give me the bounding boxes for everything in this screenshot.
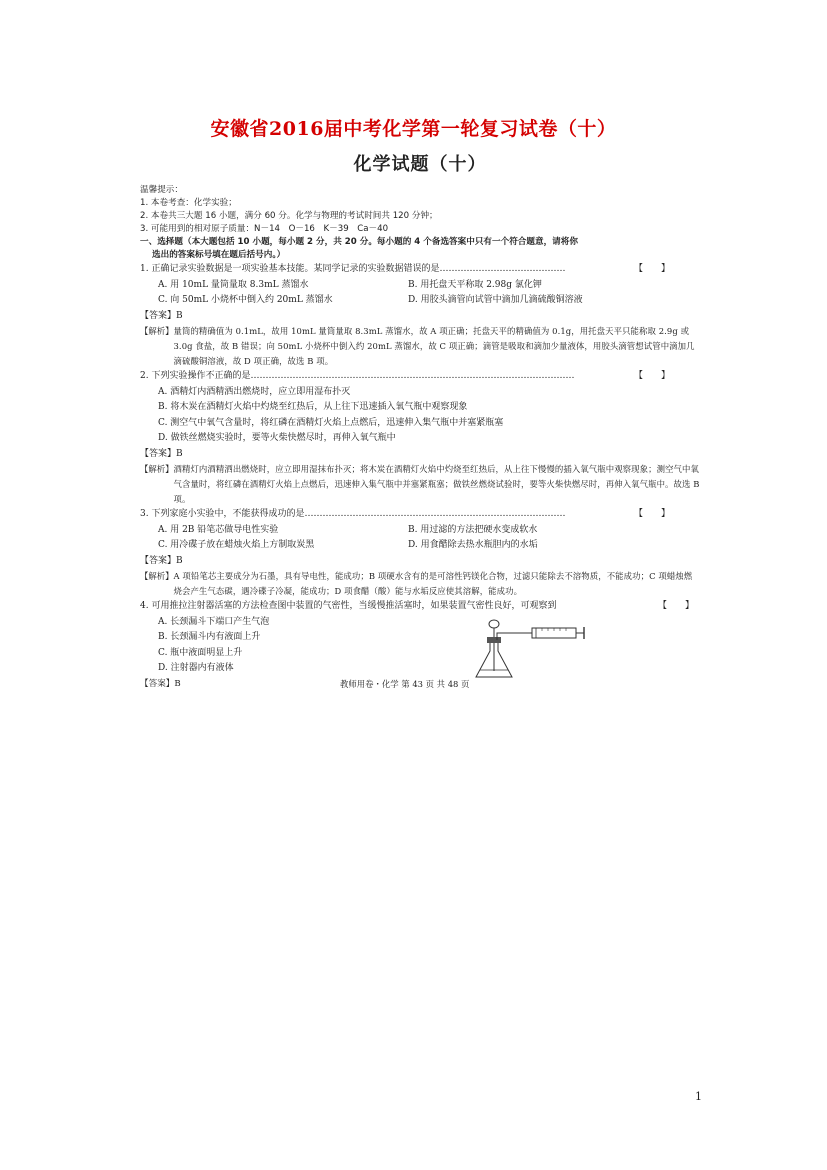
answer-bracket: 【 】 [633, 509, 670, 519]
option-d: D. 做铁丝燃烧实验时，要等火柴快燃尽时，再伸入氧气瓶中 [158, 433, 396, 443]
option-c: C. 瓶中液面明显上升 [158, 647, 243, 658]
scanned-exam-image [140, 150, 700, 691]
option-b: B. 将木炭在酒精灯火焰中灼烧至红热后，从上往下迅速插入氧气瓶中观察现象 [158, 402, 468, 412]
question-4-body [140, 615, 700, 677]
question-3-explanation: 【解析】 A 项铅笔芯主要成分为石墨，具有导电性，能成功；B 项硬水含有的是可溶性钙镁化合物，过滤只能除去不溶物质，不能成功；C 项蜡烛燃烧会产生气态碳，遇冷碟子冷凝，能成功；D 项食醋（酸）能与水垢反应使其溶解，能成功。 [140, 571, 693, 596]
question-1-stem: 1. 正确记录实验数据是一项实验基本技能。某同学记录的实验数据错误的是…………………………………… 【 】 [140, 262, 700, 278]
page-number: 1 [695, 1090, 702, 1103]
question-3-options [140, 523, 700, 554]
question-3-answer: 【答案】B [140, 555, 183, 566]
option-d: D. 用胶头滴管向试管中滴加几滴硫酸铜溶液 [408, 295, 583, 305]
question-4-answer-row [140, 677, 700, 691]
tip-3: 3. 可能用到的相对原子质量：N－14 O－16 K－39 Ca－40 [140, 224, 389, 234]
scan-footer: 教师用卷・化学 第 43 页 共 48 页 [340, 678, 470, 689]
question-3-stem: 3. 下列家庭小实验中，不能获得成功的是…………………………………………………………………………… 【 】 [140, 507, 700, 523]
section-heading [140, 236, 700, 262]
answer-bracket: 【 】 [657, 601, 694, 611]
option-a: A. 用 2B 铅笔芯做导电性实验 [158, 524, 279, 535]
question-2-explanation: 【解析】 酒精灯内酒精洒出燃烧时，应立即用湿抹布扑灭；将木炭在酒精灯火焰中灼烧至红热后，从上往下慢慢的插入氧气瓶中观察现象；测空气中氧气含量时，将红磷在酒精灯火焰上点燃后，迅速伸入集气瓶中并塞紧瓶塞；做铁丝燃烧试验时，要等火柴快燃尽时，再伸入氧气瓶中。故选 B 项。 [140, 464, 700, 504]
option-c: C. 向 50mL 小烧杯中倒入约 20mL 蒸馏水 [158, 295, 333, 305]
question-4-answer: 【答案】B [140, 678, 181, 689]
answer-bracket: 【 】 [633, 264, 670, 274]
question-4-stem: 4. 可用推拉注射器活塞的方法检查图中装置的气密性，当缓慢推活塞时，如果装置气密性良好，可观察到 【 】 [140, 599, 700, 615]
option-b: B. 用过滤的方法把硬水变成软水 [408, 524, 538, 535]
tip-1: 1. 本卷考查：化学实验； [140, 198, 237, 208]
option-b: B. 长颈漏斗内有液面上升 [158, 632, 261, 642]
question-4-options [140, 615, 700, 677]
option-d: D. 注射器内有液体 [158, 663, 234, 673]
question-2-options [140, 385, 700, 447]
section-heading-line-1: 一、选择题（本大题包括 10 小题，每小题 2 分，共 20 分。每小题的 4 个备选答案中只有一个符合题意，请将你 [140, 237, 578, 247]
question-1-answer: 【答案】B [140, 310, 183, 321]
tip-2: 2. 本卷共三大题 16 小题，满分 60 分。化学与物理的考试时间共 120 分钟； [140, 211, 438, 221]
option-c: C. 测空气中氧气含量时，将红磷在酒精灯火焰上点燃后，迅速伸入集气瓶中并塞紧瓶塞 [158, 417, 504, 428]
document-title: 安徽省2016届中考化学第一轮复习试卷（十） [210, 118, 617, 140]
exam-title: 化学试题（十） [353, 154, 487, 175]
option-d: D. 用食醋除去热水瓶胆内的水垢 [408, 540, 538, 550]
question-1-options [140, 278, 700, 309]
tips-heading: 温馨提示： [140, 185, 183, 195]
question-2-stem: 2. 下列实验操作不正确的是……………………………………………………………………………………………… 【 】 [140, 369, 700, 385]
option-a: A. 酒精灯内酒精洒出燃烧时，应立即用湿布扑灭 [158, 386, 351, 397]
question-2-answer: 【答案】B [140, 448, 183, 459]
question-1-explanation: 【解析】 量筒的精确值为 0.1mL，故用 10mL 量筒量取 8.3mL 蒸馏水，故 A 项正确；托盘天平的精确值为 0.1g，用托盘天平只能称取 2.9g 或 3.0g 食盐，故 B 错误；向 50mL 小烧杯中倒入约 20mL 蒸馏水，故 C 项正确；滴管是吸取和滴加少量液体，用胶头滴管想试管中滴加几滴硫酸铜溶液，故 D 项正确，故选 B 项。 [140, 326, 695, 366]
option-a: A. 长颈漏斗下端口产生气泡 [158, 616, 270, 627]
option-b: B. 用托盘天平称取 2.98g 氯化钾 [408, 279, 542, 290]
flask-syringe-apparatus-diagram [470, 619, 590, 683]
answer-bracket: 【 】 [633, 371, 670, 381]
option-a: A. 用 10mL 量筒量取 8.3mL 蒸馏水 [158, 279, 309, 290]
option-c: C. 用冷碟子放在蜡烛火焰上方制取炭黑 [158, 540, 315, 550]
section-heading-line-2: 选出的答案标号填在题后括号内。） [152, 250, 286, 260]
